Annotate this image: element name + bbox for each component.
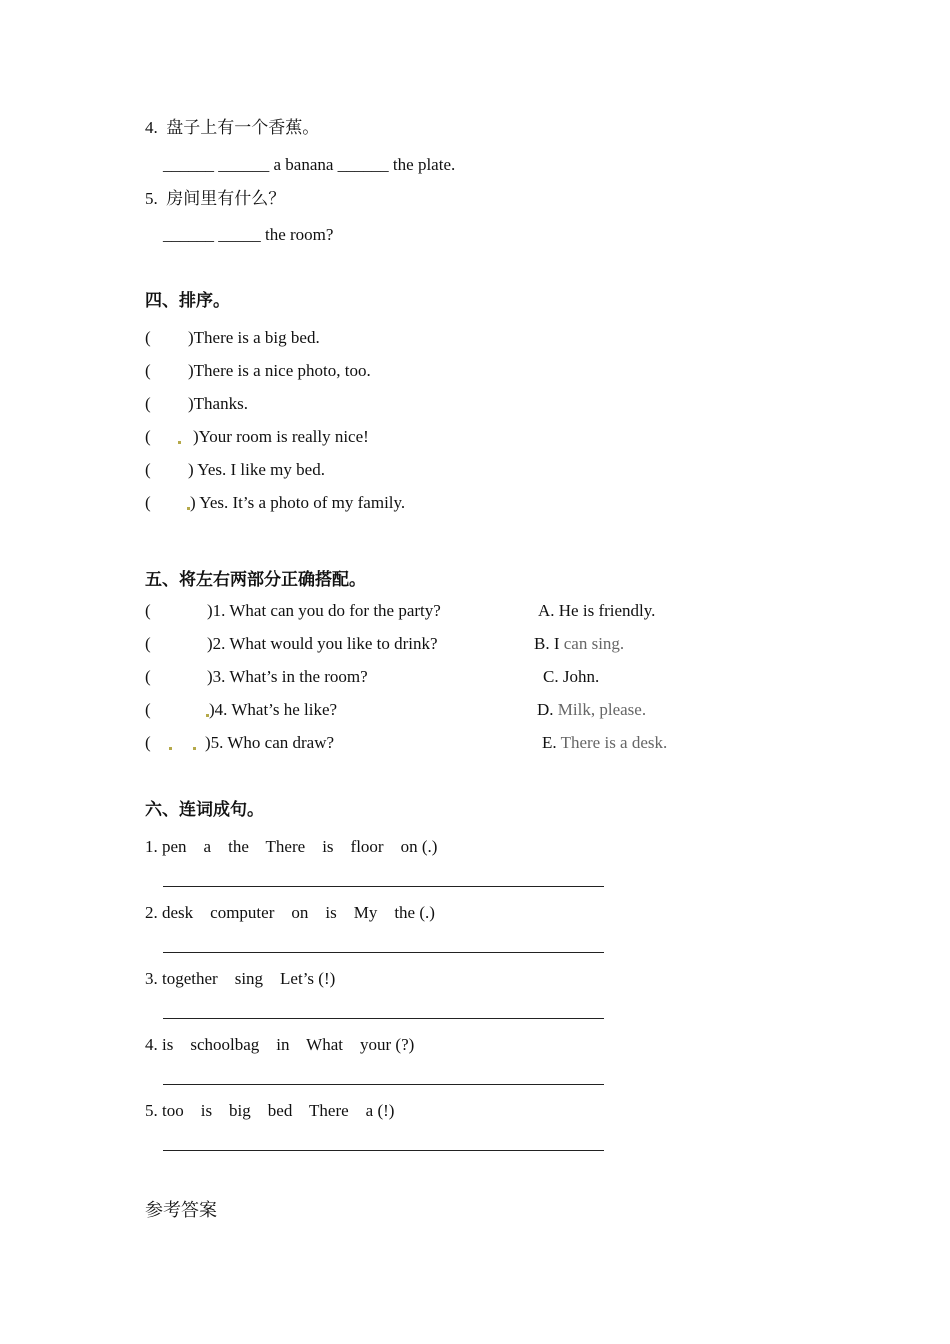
word-order-item: 2. desk computer on is My the (.) — [145, 903, 435, 922]
answer-line — [163, 886, 604, 887]
open-paren: ( — [145, 427, 151, 446]
answer-line — [163, 1018, 604, 1019]
open-paren: ( — [145, 601, 151, 620]
word-order-item: 3. together sing Let’s (!) — [145, 969, 336, 988]
word-order-item: 4. is schoolbag in What your (?) — [145, 1035, 415, 1054]
section4-title: 四、排序。 — [145, 291, 230, 310]
open-paren: ( — [145, 700, 151, 719]
answer-key-heading: 参考答案 — [145, 1200, 217, 1220]
section6-title: 六、连词成句。 — [145, 800, 264, 819]
translation-5-chinese: 5. 房间里有什么？ — [145, 189, 286, 208]
option-letter: B. I — [534, 634, 564, 653]
option-letter: C. — [543, 667, 563, 686]
open-paren: ( — [145, 667, 151, 686]
answer-line — [163, 1150, 604, 1151]
open-paren: ( — [145, 460, 151, 479]
option-text: John. — [562, 667, 600, 686]
open-paren: ( — [145, 361, 151, 380]
scan-dot — [169, 747, 172, 750]
match-question: )4. What’s he like? — [209, 700, 338, 719]
option-letter: E. — [542, 733, 561, 752]
match-question: )3. What’s in the room? — [207, 667, 368, 686]
translation-5-english: ______ _____ the room? — [163, 225, 334, 244]
option-letter: A. — [538, 601, 559, 620]
match-option — [542, 733, 667, 753]
option-text-grey: There is a desk. — [560, 733, 668, 752]
sort-sentence: )Your room is really nice! — [193, 427, 369, 446]
word-order-item: 1. pen a the There is floor on (.) — [145, 837, 438, 856]
option-text-grey: Milk, please. — [557, 700, 647, 719]
match-option — [537, 700, 646, 720]
word-order-item: 5. too is big bed There a (!) — [145, 1101, 395, 1120]
match-question: )5. Who can draw? — [205, 733, 335, 752]
translation-4-chinese: 4. 盘子上有一个香蕉。 — [145, 118, 320, 137]
open-paren: ( — [145, 328, 151, 347]
sort-sentence: ) Yes. I like my bed. — [188, 460, 325, 479]
sort-sentence: )There is a big bed. — [188, 328, 320, 347]
option-text-grey: can sing. — [563, 634, 625, 653]
option-text: He is friendly. — [558, 601, 656, 620]
open-paren: ( — [145, 394, 151, 413]
match-option — [543, 667, 599, 687]
open-paren: ( — [145, 733, 151, 752]
answer-line — [163, 1084, 604, 1085]
match-question: )1. What can you do for the party? — [207, 601, 441, 620]
translation-4-english: ______ ______ a banana ______ the plate. — [163, 155, 456, 174]
match-question: )2. What would you like to drink? — [207, 634, 438, 653]
open-paren: ( — [145, 634, 151, 653]
sort-sentence: )There is a nice photo, too. — [188, 361, 371, 380]
option-letter: D. — [537, 700, 558, 719]
open-paren: ( — [145, 493, 151, 512]
sort-sentence: )Thanks. — [188, 394, 248, 413]
section5-title: 五、将左右两部分正确搭配。 — [145, 570, 366, 589]
match-option — [534, 634, 624, 654]
match-option — [538, 601, 655, 621]
answer-line — [163, 952, 604, 953]
scan-dot — [193, 747, 196, 750]
scan-dot — [178, 441, 181, 444]
sort-sentence: ) Yes. It’s a photo of my family. — [190, 493, 406, 512]
